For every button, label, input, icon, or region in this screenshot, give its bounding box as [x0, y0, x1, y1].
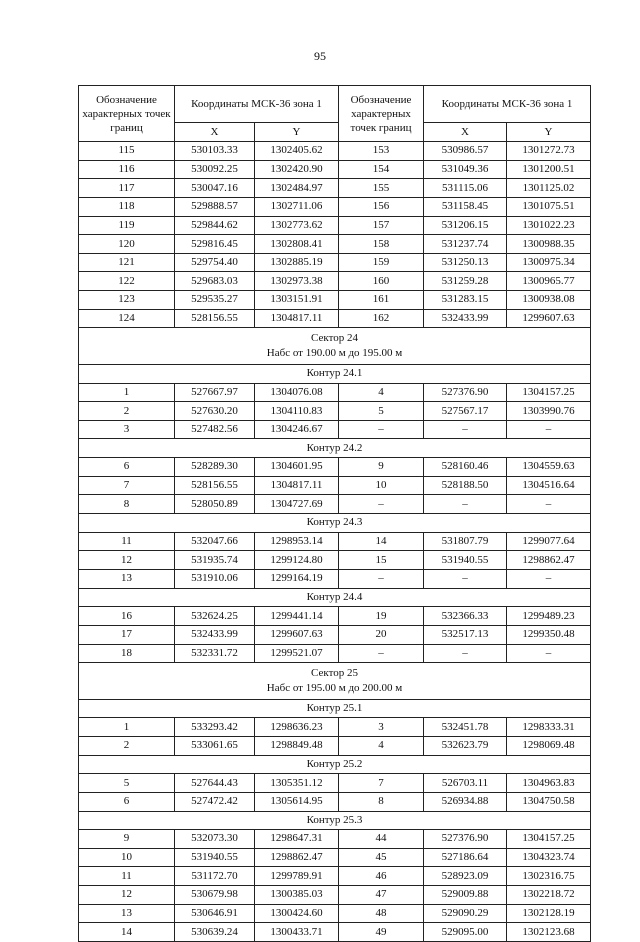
table-cell: 528160.46: [424, 458, 507, 477]
table-cell: 9: [339, 458, 424, 477]
contour-row: [79, 811, 591, 830]
table-cell: 527667.97: [175, 383, 255, 402]
table-cell: 155: [339, 179, 424, 198]
table-cell: 531807.79: [424, 532, 507, 551]
table-cell: 1302128.19: [507, 904, 591, 923]
table-cell: –: [507, 569, 591, 588]
table-cell: 12: [79, 551, 175, 570]
table-cell: 1304817.11: [255, 476, 339, 495]
table-cell: 1304963.83: [507, 774, 591, 793]
table-cell: 528923.09: [424, 867, 507, 886]
table-cell: 154: [339, 160, 424, 179]
table-cell: 6: [79, 792, 175, 811]
table-cell: –: [339, 495, 424, 514]
table-cell: 1299789.91: [255, 867, 339, 886]
table-cell: 1301125.02: [507, 179, 591, 198]
table-cell: 1301200.51: [507, 160, 591, 179]
table-cell: 46: [339, 867, 424, 886]
table-cell: 1304559.63: [507, 458, 591, 477]
table-cell: 20: [339, 625, 424, 644]
table-cell: 1299077.64: [507, 532, 591, 551]
table-cell: 529816.45: [175, 235, 255, 254]
contour-row: [79, 588, 591, 607]
table-cell: 1302218.72: [507, 886, 591, 905]
table-cell: 528050.89: [175, 495, 255, 514]
contour-heading: Контур 24.1: [79, 364, 591, 383]
table-cell: 1300965.77: [507, 272, 591, 291]
table-cell: 1304157.25: [507, 830, 591, 849]
table-cell: 527482.56: [175, 420, 255, 439]
table-cell: –: [339, 569, 424, 588]
table-cell: 1302123.68: [507, 923, 591, 942]
table-cell: 1302484.97: [255, 179, 339, 198]
table-cell: 47: [339, 886, 424, 905]
table-cell: 1300424.60: [255, 904, 339, 923]
table-cell: 1304076.08: [255, 383, 339, 402]
table-cell: 532433.99: [175, 625, 255, 644]
table-cell: 527472.42: [175, 792, 255, 811]
table-cell: 14: [339, 532, 424, 551]
table-cell: 7: [79, 476, 175, 495]
table-row: [79, 495, 591, 514]
table-cell: 532517.13: [424, 625, 507, 644]
table-cell: 1: [79, 383, 175, 402]
table-cell: 529683.03: [175, 272, 255, 291]
table-body: [79, 142, 591, 942]
table-cell: 1298849.48: [255, 736, 339, 755]
y-header-left: Y: [255, 123, 339, 142]
table-cell: 1301075.51: [507, 197, 591, 216]
table-cell: 122: [79, 272, 175, 291]
table-cell: 8: [79, 495, 175, 514]
table-row: [79, 718, 591, 737]
table-row: [79, 923, 591, 942]
table-cell: 13: [79, 569, 175, 588]
table-cell: 1299441.14: [255, 607, 339, 626]
table-cell: 1304323.74: [507, 848, 591, 867]
table-cell: 528188.50: [424, 476, 507, 495]
table-cell: 530047.16: [175, 179, 255, 198]
table-cell: 529888.57: [175, 197, 255, 216]
x-header-right: X: [424, 123, 507, 142]
table-cell: 531115.06: [424, 179, 507, 198]
table-cell: 528156.55: [175, 309, 255, 328]
table-cell: 532451.78: [424, 718, 507, 737]
sector-row: [79, 663, 591, 700]
table-cell: 532047.66: [175, 532, 255, 551]
table-cell: 124: [79, 309, 175, 328]
table-cell: 529844.62: [175, 216, 255, 235]
table-cell: –: [507, 495, 591, 514]
table-cell: 531283.15: [424, 291, 507, 310]
table-cell: 116: [79, 160, 175, 179]
table-cell: 117: [79, 179, 175, 198]
table-cell: –: [424, 644, 507, 663]
table-cell: 5: [79, 774, 175, 793]
table-cell: 526934.88: [424, 792, 507, 811]
table-cell: 529095.00: [424, 923, 507, 942]
table-cell: 4: [339, 736, 424, 755]
sector-title: Сектор 24: [311, 332, 358, 345]
contour-row: [79, 514, 591, 533]
table-cell: 10: [79, 848, 175, 867]
table-cell: 530679.98: [175, 886, 255, 905]
table-cell: 159: [339, 253, 424, 272]
contour-row: [79, 755, 591, 774]
table-cell: 45: [339, 848, 424, 867]
table-cell: 1298862.47: [255, 848, 339, 867]
x-header-left: X: [175, 123, 255, 142]
table-cell: 1299164.19: [255, 569, 339, 588]
table-row: [79, 383, 591, 402]
table-cell: 529754.40: [175, 253, 255, 272]
table-cell: 14: [79, 923, 175, 942]
contour-row: [79, 699, 591, 718]
table-cell: 1300433.71: [255, 923, 339, 942]
table-cell: 532331.72: [175, 644, 255, 663]
table-cell: 1298953.14: [255, 532, 339, 551]
table-row: [79, 235, 591, 254]
table-cell: 1304516.64: [507, 476, 591, 495]
table-row: [79, 160, 591, 179]
table-cell: 531250.13: [424, 253, 507, 272]
table-cell: 120: [79, 235, 175, 254]
table-cell: 3: [79, 420, 175, 439]
table-row: [79, 886, 591, 905]
table-cell: 121: [79, 253, 175, 272]
table-cell: 531049.36: [424, 160, 507, 179]
table-cell: 1302773.62: [255, 216, 339, 235]
coords-label-header-left: Координаты МСК-36 зона 1: [175, 86, 339, 123]
table-cell: 1301272.73: [507, 142, 591, 161]
table-cell: 532624.25: [175, 607, 255, 626]
table-cell: 532073.30: [175, 830, 255, 849]
table-cell: 1302316.75: [507, 867, 591, 886]
table-row: [79, 197, 591, 216]
table-cell: 531237.74: [424, 235, 507, 254]
table-cell: 1299521.07: [255, 644, 339, 663]
table-cell: 530103.33: [175, 142, 255, 161]
table-cell: 12: [79, 886, 175, 905]
table-cell: 1302808.41: [255, 235, 339, 254]
table-cell: 11: [79, 532, 175, 551]
y-header-right: Y: [507, 123, 591, 142]
contour-heading: Контур 24.2: [79, 439, 591, 458]
table-row: [79, 179, 591, 198]
table-cell: 527630.20: [175, 402, 255, 421]
table-cell: 531940.55: [175, 848, 255, 867]
table-cell: 1302973.38: [255, 272, 339, 291]
table-cell: 1299607.63: [255, 625, 339, 644]
table-cell: 531206.15: [424, 216, 507, 235]
table-row: [79, 476, 591, 495]
table-row: [79, 551, 591, 570]
table-cell: 19: [339, 607, 424, 626]
table-cell: 5: [339, 402, 424, 421]
table-cell: 161: [339, 291, 424, 310]
table-cell: 7: [339, 774, 424, 793]
table-cell: 530639.24: [175, 923, 255, 942]
table-cell: 17: [79, 625, 175, 644]
coordinates-table: [78, 85, 591, 942]
contour-heading: Контур 24.4: [79, 588, 591, 607]
table-cell: 529535.27: [175, 291, 255, 310]
table-cell: 1304601.95: [255, 458, 339, 477]
sector-heading: [79, 328, 591, 365]
coords-label-header-right: Координаты МСК-36 зона 1: [424, 86, 591, 123]
table-cell: 1299124.80: [255, 551, 339, 570]
table-cell: 157: [339, 216, 424, 235]
table-cell: 532623.79: [424, 736, 507, 755]
table-cell: 44: [339, 830, 424, 849]
table-cell: 531172.70: [175, 867, 255, 886]
contour-heading: Контур 25.1: [79, 699, 591, 718]
table-cell: 1303151.91: [255, 291, 339, 310]
table-row: [79, 848, 591, 867]
table-cell: 1301022.23: [507, 216, 591, 235]
table-cell: 4: [339, 383, 424, 402]
table-row: [79, 736, 591, 755]
table-cell: 531910.06: [175, 569, 255, 588]
table-cell: –: [507, 644, 591, 663]
contour-row: [79, 364, 591, 383]
table-row: [79, 607, 591, 626]
table-cell: 528289.30: [175, 458, 255, 477]
table-cell: 531158.45: [424, 197, 507, 216]
table-cell: 527376.90: [424, 830, 507, 849]
table-cell: 49: [339, 923, 424, 942]
table-cell: 1298862.47: [507, 551, 591, 570]
table-cell: 8: [339, 792, 424, 811]
table-cell: 529009.88: [424, 886, 507, 905]
table-cell: 527376.90: [424, 383, 507, 402]
table-row: [79, 142, 591, 161]
table-row: [79, 644, 591, 663]
sector-row: [79, 328, 591, 365]
table-cell: 1304727.69: [255, 495, 339, 514]
table-row: [79, 830, 591, 849]
table-cell: 1302420.90: [255, 160, 339, 179]
table-cell: 119: [79, 216, 175, 235]
table-cell: 532433.99: [424, 309, 507, 328]
table-cell: 123: [79, 291, 175, 310]
table-cell: –: [424, 569, 507, 588]
table-cell: 1305351.12: [255, 774, 339, 793]
sector-heading: [79, 663, 591, 700]
table-cell: 526703.11: [424, 774, 507, 793]
table-cell: 531259.28: [424, 272, 507, 291]
table-cell: 1305614.95: [255, 792, 339, 811]
table-cell: 3: [339, 718, 424, 737]
table-cell: 530646.91: [175, 904, 255, 923]
table-cell: 2: [79, 402, 175, 421]
table-cell: 2: [79, 736, 175, 755]
table-cell: 1299489.23: [507, 607, 591, 626]
table-cell: –: [339, 420, 424, 439]
table-cell: 15: [339, 551, 424, 570]
table-cell: 530092.25: [175, 160, 255, 179]
table-cell: 527567.17: [424, 402, 507, 421]
table-row: [79, 272, 591, 291]
sector-subtitle: Набс от 190.00 м до 195.00 м: [266, 347, 403, 360]
table-cell: 1298069.48: [507, 736, 591, 755]
table-cell: –: [339, 644, 424, 663]
table-row: [79, 532, 591, 551]
table-row: [79, 625, 591, 644]
contour-row: [79, 439, 591, 458]
table-cell: 531935.74: [175, 551, 255, 570]
table-cell: 9: [79, 830, 175, 849]
contour-heading: Контур 25.3: [79, 811, 591, 830]
table-cell: 153: [339, 142, 424, 161]
table-cell: 1300938.08: [507, 291, 591, 310]
table-cell: 1299350.48: [507, 625, 591, 644]
table-cell: 1304817.11: [255, 309, 339, 328]
table-cell: 527186.64: [424, 848, 507, 867]
table-cell: 1300385.03: [255, 886, 339, 905]
table-row: [79, 867, 591, 886]
table-cell: 156: [339, 197, 424, 216]
table-row: [79, 420, 591, 439]
table-cell: 16: [79, 607, 175, 626]
table-cell: 158: [339, 235, 424, 254]
table-row: [79, 774, 591, 793]
table-cell: 528156.55: [175, 476, 255, 495]
point-label-header-left: Обозначение характерных точек границ: [79, 86, 175, 142]
table-cell: 1302405.62: [255, 142, 339, 161]
table-cell: 162: [339, 309, 424, 328]
table-cell: 1303990.76: [507, 402, 591, 421]
table-cell: 1298333.31: [507, 718, 591, 737]
table-cell: 1300975.34: [507, 253, 591, 272]
table-row: [79, 291, 591, 310]
table-cell: 1304110.83: [255, 402, 339, 421]
sector-subtitle: Набс от 195.00 м до 200.00 м: [266, 681, 403, 694]
page-number: 95: [314, 49, 326, 63]
table-row: [79, 402, 591, 421]
table-row: [79, 253, 591, 272]
table-cell: 531940.55: [424, 551, 507, 570]
table-row: [79, 569, 591, 588]
table-cell: 533293.42: [175, 718, 255, 737]
table-cell: 18: [79, 644, 175, 663]
table-cell: 1298647.31: [255, 830, 339, 849]
table-row: [79, 458, 591, 477]
table-cell: –: [424, 420, 507, 439]
table-cell: 1302885.19: [255, 253, 339, 272]
table-cell: 1299607.63: [507, 309, 591, 328]
table-row: [79, 309, 591, 328]
contour-heading: Контур 25.2: [79, 755, 591, 774]
table-cell: 1: [79, 718, 175, 737]
point-label-header-right: Обозначение характерных точек границ: [339, 86, 424, 142]
table-header: [79, 86, 591, 142]
table-cell: 527644.43: [175, 774, 255, 793]
table-cell: 1302711.06: [255, 197, 339, 216]
table-cell: 6: [79, 458, 175, 477]
contour-heading: Контур 24.3: [79, 514, 591, 533]
table-cell: 532366.33: [424, 607, 507, 626]
table-cell: 10: [339, 476, 424, 495]
table-cell: 118: [79, 197, 175, 216]
sector-title: Сектор 25: [311, 666, 358, 679]
table-cell: 160: [339, 272, 424, 291]
table-row: [79, 904, 591, 923]
table-cell: –: [507, 420, 591, 439]
table-cell: 1304157.25: [507, 383, 591, 402]
table-cell: 530986.57: [424, 142, 507, 161]
table-cell: 533061.65: [175, 736, 255, 755]
table-row: [79, 792, 591, 811]
table-cell: 115: [79, 142, 175, 161]
table-cell: 1304750.58: [507, 792, 591, 811]
table-row: [79, 216, 591, 235]
table-cell: 48: [339, 904, 424, 923]
table-cell: 11: [79, 867, 175, 886]
table-cell: –: [424, 495, 507, 514]
table-cell: 529090.29: [424, 904, 507, 923]
table-cell: 1298636.23: [255, 718, 339, 737]
table-cell: 1300988.35: [507, 235, 591, 254]
table-cell: 13: [79, 904, 175, 923]
table-cell: 1304246.67: [255, 420, 339, 439]
